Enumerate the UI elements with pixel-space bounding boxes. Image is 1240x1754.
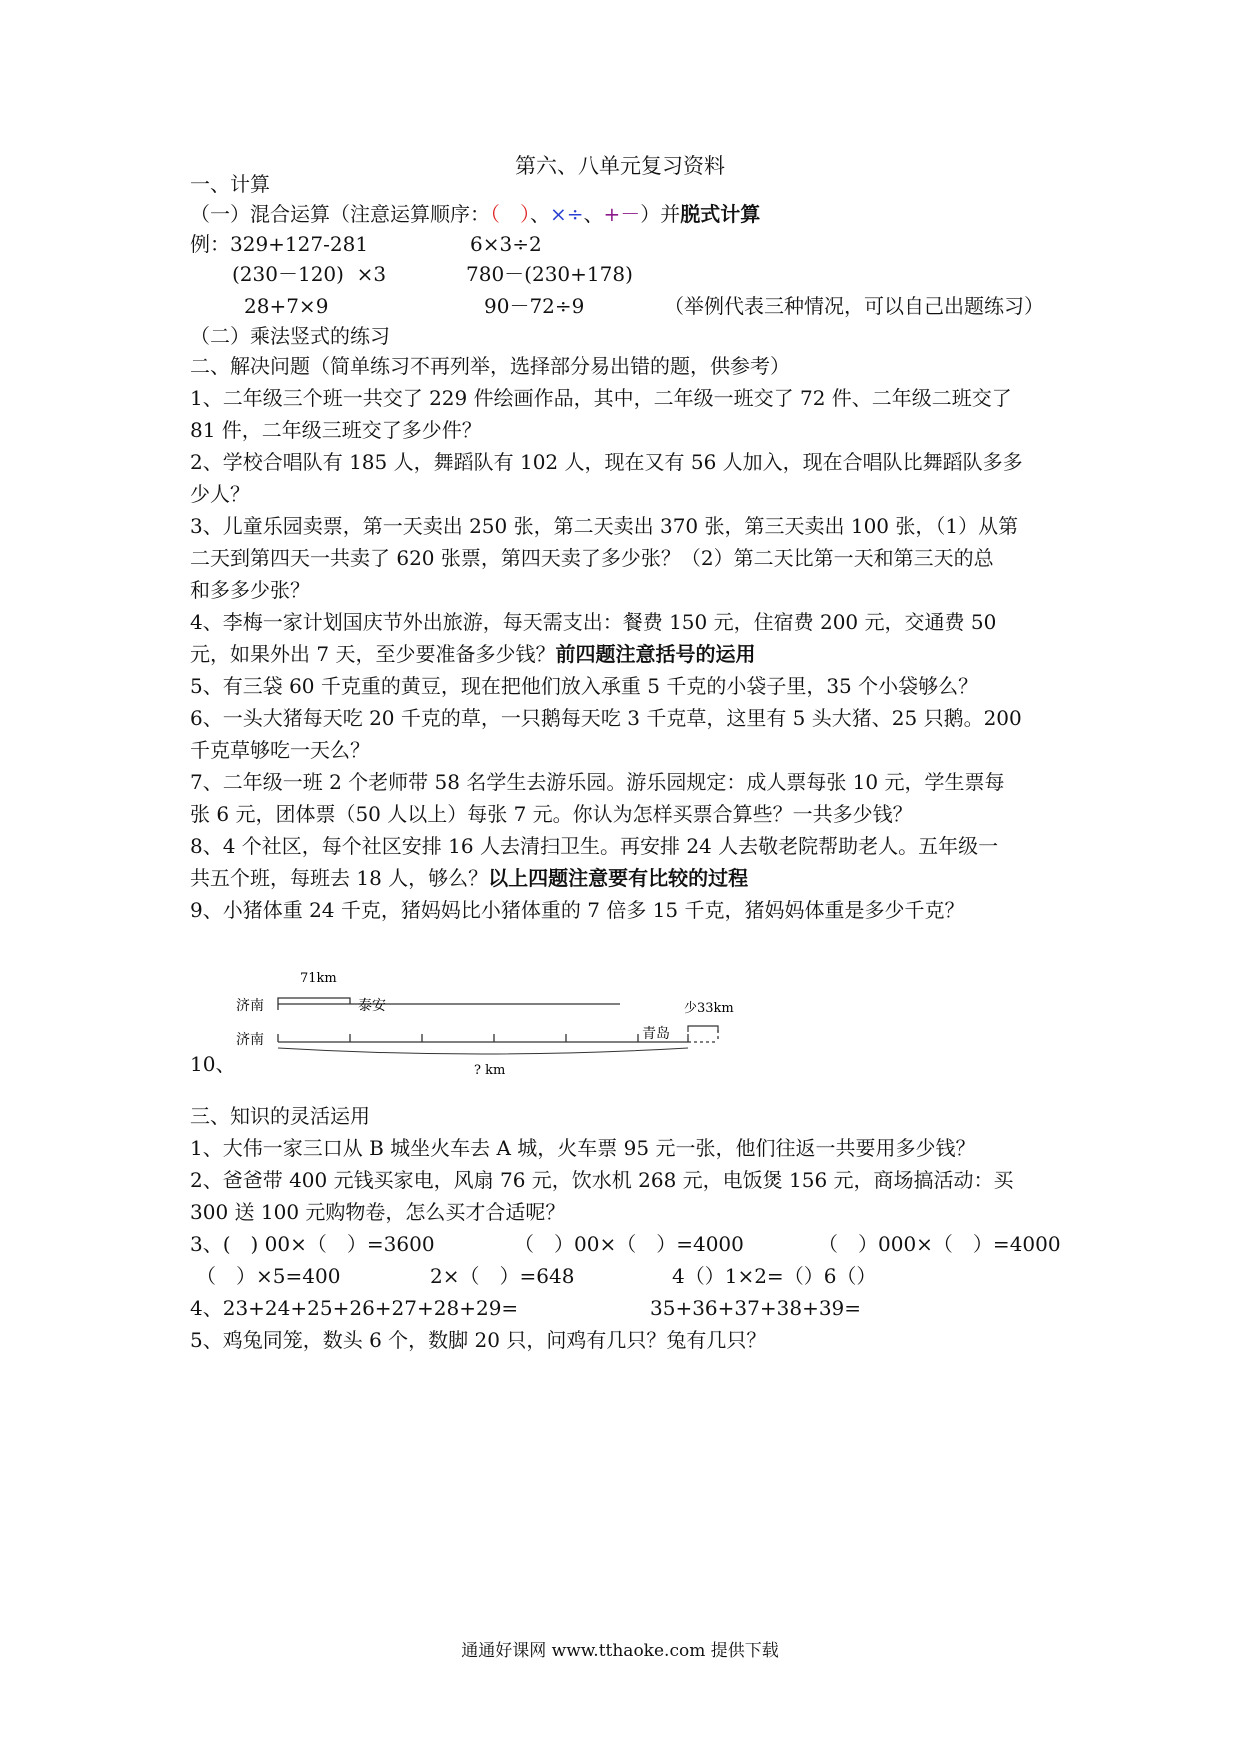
q3-3-d: （ ）×5=400 xyxy=(196,1264,341,1288)
q2-3-line-1: 3、儿童乐园卖票，第一天卖出 250 张，第二天卖出 370 张，第三天卖出 100 张，（1）从第 xyxy=(190,514,1019,538)
diagram-start-bottom: 济南 xyxy=(236,1032,264,1048)
q2-6-line-1: 6、一头大猪每天吃 20 千克的草，一只鹅每天吃 3 千克草，这里有 5 头大猪、25 只鹅。200 xyxy=(190,706,1022,730)
q2-2-line-2: 少人？ xyxy=(190,482,250,506)
section-2-heading: 二、解决问题（简单练习不再列举，选择部分易出错的题，供参考） xyxy=(190,354,790,378)
diagram-unknown: ? km xyxy=(474,1063,506,1078)
diagram-less: 少33km xyxy=(684,1001,734,1016)
q3-4-b: 35+36+37+38+39= xyxy=(650,1296,862,1320)
q2-4-text: 元，如果外出 7 天，至少要准备多少钱？ xyxy=(190,642,556,666)
section-1-sub2: （二）乘法竖式的练习 xyxy=(190,324,390,348)
paren-label: （ ） xyxy=(490,202,530,226)
example-6: 90－72÷9 xyxy=(484,294,585,318)
q3-1: 1、大伟一家三口从 B 城坐火车去 A 城，火车票 95 元一张，他们往返一共要用多少钱？ xyxy=(190,1136,976,1160)
q2-9: 9、小猪体重 24 千克，猪妈妈比小猪体重的 7 倍多 15 千克，猪妈妈体重是多少千克？ xyxy=(190,898,965,922)
distance-diagram xyxy=(230,960,790,1080)
q2-6-line-2: 千克草够吃一天么？ xyxy=(190,738,370,762)
example-5: 28+7×9 xyxy=(244,294,329,318)
q2-3-line-2: 二天到第四天一共卖了 620 张票，第四天卖了多少张？（2）第二天比第一天和第三天的总 xyxy=(190,546,994,570)
addsub-label: +－ xyxy=(603,202,641,226)
q3-2-line-1: 2、爸爸带 400 元钱买家电，风扇 76 元，饮水机 268 元，电饭煲 156 元，商场搞活动：买 xyxy=(190,1168,1014,1192)
sub1-bold: 脱式计算 xyxy=(680,202,761,226)
page-title: 第六、八单元复习资料 xyxy=(515,154,725,178)
example-note: （举例代表三种情况，可以自己出题练习） xyxy=(664,294,1044,318)
q2-7-line-2: 张 6 元，团体票（50 人以上）每张 7 元。你认为怎样买票合算些？一共多少钱？ xyxy=(190,802,913,826)
q2-2-line-1: 2、学校合唱队有 185 人，舞蹈队有 102 人，现在又有 56 人加入，现在合唱队比舞蹈队多多 xyxy=(190,450,1023,474)
q2-8-line-2 xyxy=(190,862,748,894)
q2-8-text: 共五个班，每班去 18 人，够么？ xyxy=(190,866,489,890)
example-label: 例： xyxy=(190,232,230,256)
diagram-mid: 泰安 xyxy=(358,998,386,1014)
diagram-top-distance: 71km xyxy=(300,971,337,986)
diagram-start-top: 济南 xyxy=(236,998,264,1014)
q3-2-line-2: 300 送 100 元购物卷，怎么买才合适呢？ xyxy=(190,1200,566,1224)
q2-3-line-3: 和多多少张？ xyxy=(190,578,310,602)
q3-3-f: 4（）1×2=（）6（） xyxy=(672,1264,877,1288)
section-1-sub1 xyxy=(190,198,760,230)
q3-3-a: 3、( ) 00×（ ）=3600 xyxy=(190,1232,435,1256)
section-3-heading: 三、知识的灵活运用 xyxy=(190,1104,370,1128)
q2-5: 5、有三袋 60 千克重的黄豆，现在把他们放入承重 5 千克的小袋子里，35 个小袋够么？ xyxy=(190,674,979,698)
diagram-less-bracket xyxy=(688,1026,718,1032)
diagram-top-bracket xyxy=(278,998,350,1004)
q2-8-line-1: 8、4 个社区，每个社区安排 16 人去清扫卫生。再安排 24 人去敬老院帮助老人。五年级一 xyxy=(190,834,999,858)
example-1: 329+127-281 xyxy=(230,232,369,256)
q2-4-note: 前四题注意括号的运用 xyxy=(555,642,756,666)
example-4: 780－(230+178) xyxy=(466,262,633,286)
example-3: (230－120) ×3 xyxy=(232,262,387,286)
q2-4-line-1: 4、李梅一家计划国庆节外出旅游，每天需支出：餐费 150 元，住宿费 200 元，交通费 50 xyxy=(190,610,997,634)
footer-credit: 通通好课网 www.tthaoke.com 提供下载 xyxy=(461,1641,779,1661)
q2-8-note: 以上四题注意要有比较的过程 xyxy=(488,866,749,890)
q3-3-b: （ ）00×（ ）=4000 xyxy=(514,1232,744,1256)
q2-4-line-2 xyxy=(190,638,755,670)
sub1-text-a: （一）混合运算（注意运算顺序： xyxy=(190,202,490,226)
q2-7-line-1: 7、二年级一班 2 个老师带 58 名学生去游乐园。游乐园规定：成人票每张 10 元，学生票每 xyxy=(190,770,1005,794)
diagram-bottom-brace xyxy=(278,1048,688,1054)
q2-10: 10、 xyxy=(190,1052,236,1076)
example-2: 6×3÷2 xyxy=(470,232,542,256)
sub1-text-b: ）并 xyxy=(640,202,681,226)
q2-1-line-1: 1、二年级三个班一共交了 229 件绘画作品，其中，二年级一班交了 72 件、二年级二班交了 xyxy=(190,386,1012,410)
q3-5: 5、鸡兔同笼，数头 6 个，数脚 20 只，问鸡有几只？兔有几只？ xyxy=(190,1328,767,1352)
q3-3-c: （ ）000×（ ）=4000 xyxy=(818,1232,1061,1256)
muldiv-label: ×÷ xyxy=(550,202,584,226)
q3-4-a: 4、23+24+25+26+27+28+29= xyxy=(190,1296,519,1320)
section-1-heading: 一、计算 xyxy=(190,172,270,196)
q2-1-line-2: 81 件，二年级三班交了多少件？ xyxy=(190,418,482,442)
sub1-comma-2: 、 xyxy=(583,202,604,226)
q3-3-e: 2×（ ）=648 xyxy=(430,1264,575,1288)
sub1-comma-1: 、 xyxy=(530,202,550,226)
diagram-end: 青岛 xyxy=(642,1026,670,1042)
